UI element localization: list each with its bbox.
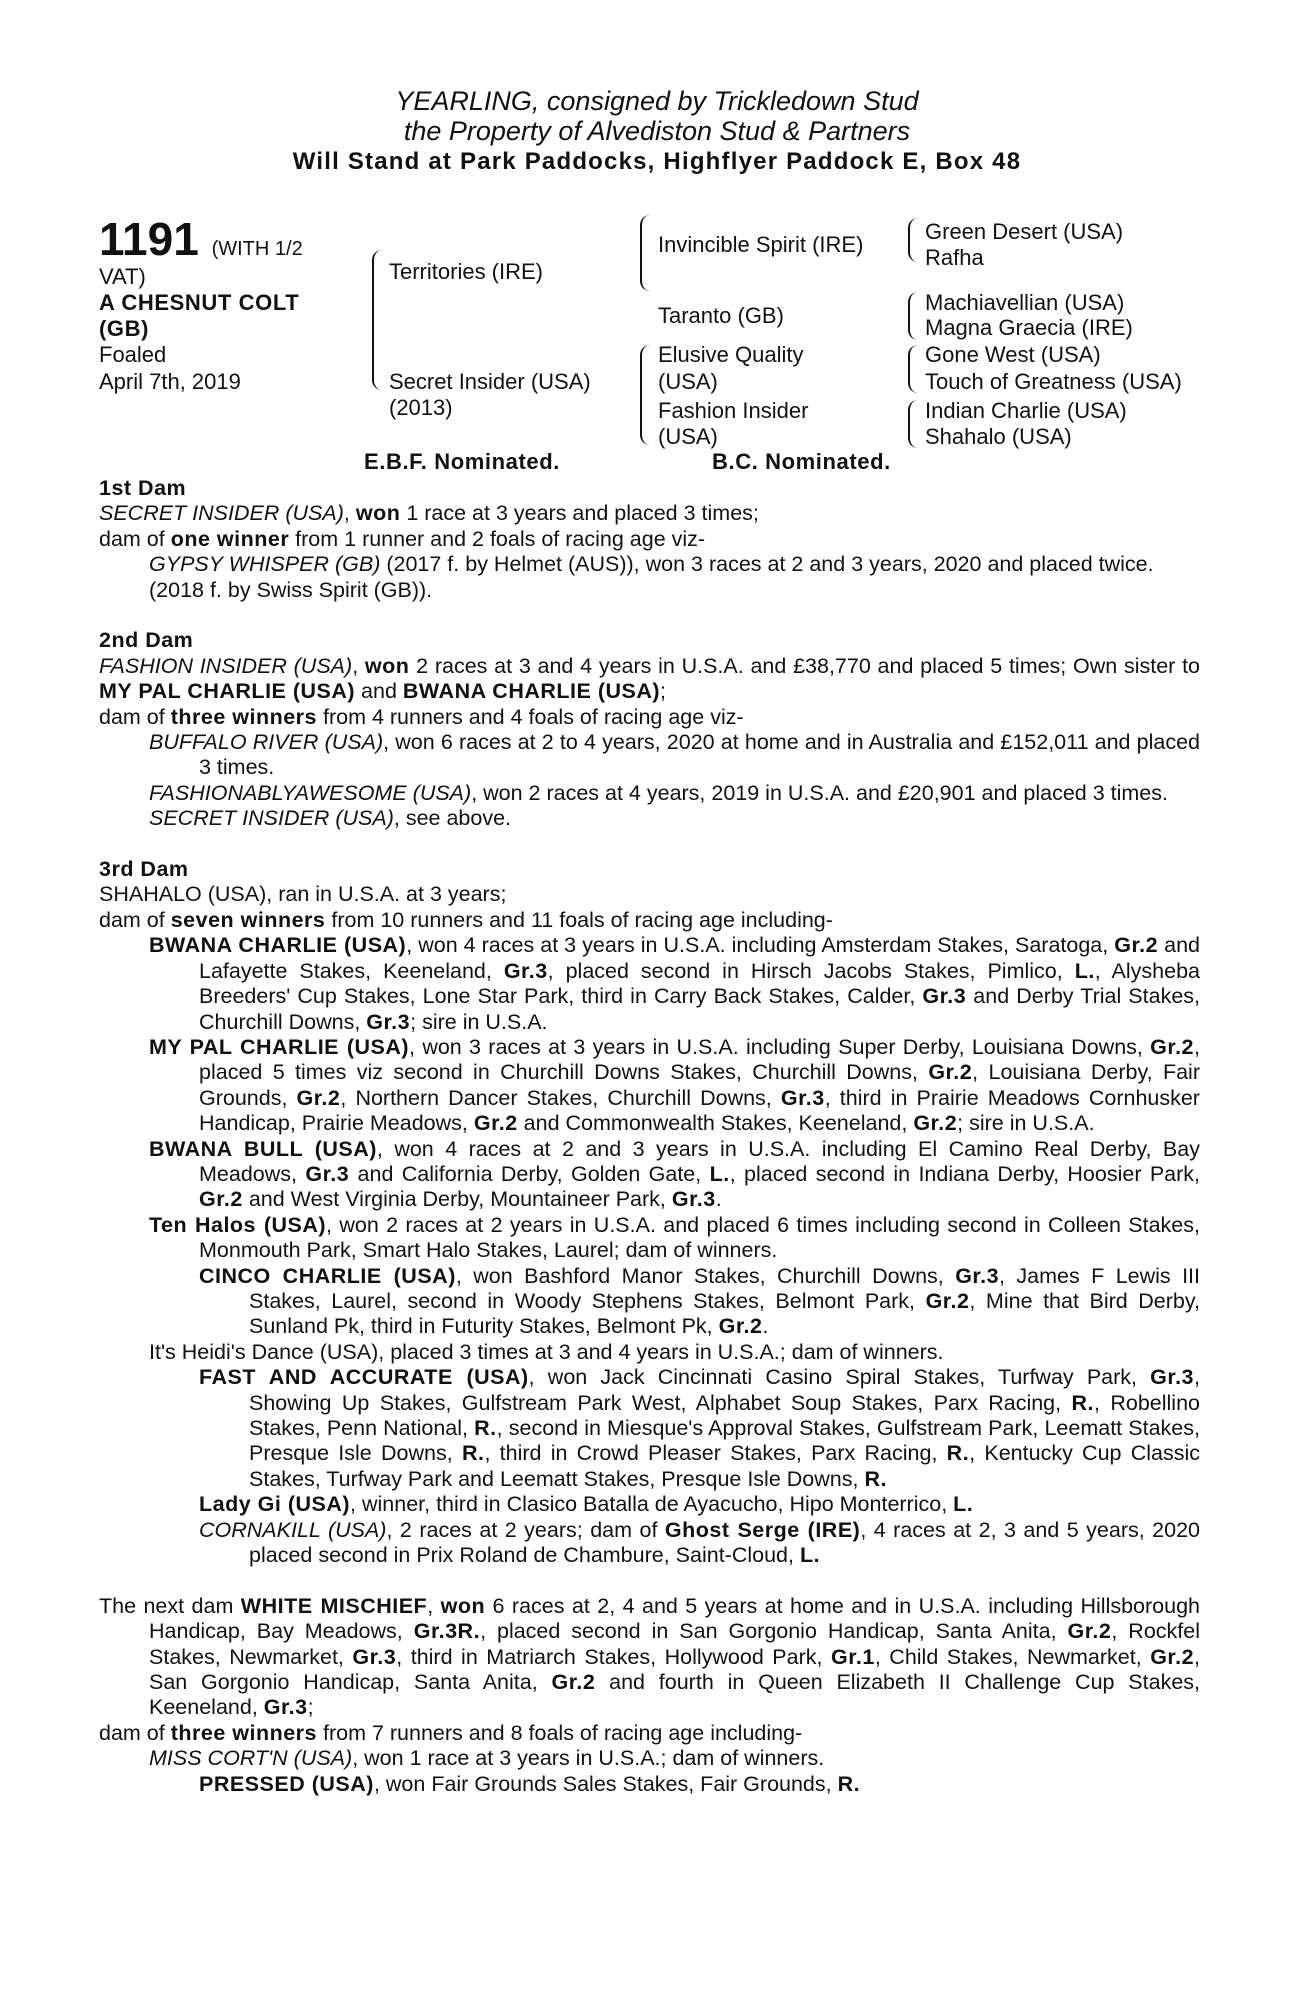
text-run: and California Derby, Golden Gate, (349, 1161, 710, 1186)
text-run: and West Virginia Derby, Mountaineer Park, (242, 1187, 672, 1212)
lot-number-block (99, 212, 303, 266)
text-run: , (352, 653, 365, 678)
spacer (99, 832, 1200, 857)
pedigree-brace (908, 292, 918, 340)
text-run: and fourth in Queen Elizabeth II Challenge Cup Stakes, Keeneland, (149, 1670, 1200, 1720)
text-run: It's Heidi's Dance (USA), placed 3 times at 3 and 4 years in U.S.A.; dam of winners. (149, 1339, 944, 1364)
text-run: Ten Halos (USA) (149, 1212, 327, 1237)
text-run: . (715, 1187, 722, 1212)
text-run: Gr.3 (922, 984, 967, 1009)
dam-year: (2013) (389, 395, 453, 420)
sire-sire-sire: Green Desert (USA) (925, 219, 1124, 244)
pedigree-brace (908, 345, 918, 393)
text-run: SECRET INSIDER (USA) (149, 806, 394, 831)
text-run: . (762, 1314, 769, 1339)
text-run: Gr.3 (305, 1161, 350, 1186)
text-run: SHAHALO (USA), ran in U.S.A. at 3 years; (99, 882, 507, 907)
text-run: , Louisiana Derby, Fair Grounds, (199, 1060, 1200, 1110)
text-run: Gr.2 (928, 1060, 973, 1085)
dam-sire: Elusive Quality (658, 342, 804, 367)
vat-note: (WITH 1/2 (211, 238, 303, 260)
text-run: three winners (170, 1720, 317, 1745)
header-location: Will Stand at Park Paddocks, Highflyer Paddock E, Box 48 (292, 148, 1022, 175)
text-run: , Showing Up Stakes, Gulfstream Park West, Alphabet Soup Stakes, Parx Racing, (249, 1365, 1200, 1415)
paragraph (99, 1365, 1200, 1492)
text-run: L. (709, 1161, 730, 1186)
text-run: won (355, 501, 401, 526)
text-run: BUFFALO RIVER (USA) (149, 730, 384, 755)
ebf-nominated: E.B.F. Nominated. (364, 449, 560, 474)
pedigree-brace (908, 218, 918, 262)
dam-sire-dam: Touch of Greatness (USA) (925, 369, 1182, 394)
paragraph (99, 476, 1200, 501)
paragraph (99, 1746, 1200, 1771)
paragraph (99, 1340, 1200, 1365)
text-run: Gr.2 (1114, 933, 1159, 958)
paragraph (99, 1213, 1200, 1264)
text-run: and Commonwealth Stakes, Keeneland, (517, 1111, 914, 1136)
text-run: , Mine that Bird Derby, Sunland Pk, third in Futurity Stakes, Belmont Pk, (249, 1288, 1200, 1339)
text-run: MY PAL CHARLIE (USA) (99, 679, 356, 704)
paragraph (99, 501, 1200, 526)
text-run: , third in Matriarch Stakes, Hollywood Park, (396, 1644, 831, 1669)
text-run: (2017 f. by Helmet (AUS)), won 3 races at 2 and 3 years, 2020 and placed twice. (380, 552, 1154, 577)
text-run: Gr.2 (718, 1314, 763, 1339)
text-run: L. (799, 1543, 821, 1568)
text-run: one winner (170, 526, 290, 551)
text-run: , won Bashford Manor Stakes, Churchill Downs, (455, 1263, 956, 1288)
text-run: , Kentucky Cup Classic Stakes, Turfway Park and Leematt Stakes, Presque Isle Downs, (249, 1441, 1201, 1491)
text-run: The next dam (99, 1593, 241, 1618)
text-run: won (440, 1593, 486, 1618)
pedigree-brace (640, 215, 650, 291)
text-run: , second in Miesque's Approval Stakes, Gulfstream Park, Leematt Stakes, Presque Isle Downs, (249, 1416, 1200, 1466)
text-run: 6 races at 2, 4 and 5 years at home and in U.S.A. including Hillsborough Handicap, Bay Meadows, (149, 1593, 1200, 1644)
text-run: ; (660, 679, 667, 704)
paragraph (99, 1137, 1200, 1213)
text-run: R. (461, 1441, 485, 1466)
text-run: L. (953, 1492, 974, 1517)
text-run: and Derby Trial Stakes, Churchill Downs, (199, 984, 1200, 1034)
text-run: , placed second in Indiana Derby, Hoosier Park, (729, 1161, 1200, 1186)
text-run: , placed second in San Gorgonio Handicap, Santa Anita, (480, 1619, 1068, 1644)
paragraph (99, 1772, 1200, 1797)
paragraph (99, 1264, 1200, 1340)
text-run: from 1 runner and 2 foals of racing age viz- (289, 526, 706, 551)
pedigree-brace (372, 250, 382, 390)
text-run: Gr.2 (1150, 1034, 1195, 1059)
paragraph (99, 1492, 1200, 1517)
text-run: and Lafayette Stakes, Keeneland, (199, 933, 1200, 983)
text-run: Gr.3R. (413, 1619, 481, 1644)
paragraph (99, 705, 1200, 730)
text-run: , won 4 races at 2 and 3 years in U.S.A. including El Camino Real Derby, Bay Meadows, (199, 1136, 1200, 1186)
paragraph (99, 1035, 1200, 1137)
text-run: , see above. (393, 806, 512, 831)
lot-description: A CHESNUT COLT (99, 290, 300, 315)
text-run: SECRET INSIDER (USA) (99, 501, 344, 526)
paragraph (99, 654, 1200, 705)
text-run: dam of (99, 907, 171, 932)
foaled-date: April 7th, 2019 (99, 369, 241, 394)
text-run: , Alysheba Breeders' Cup Stakes, Lone Star Park, third in Carry Back Stakes, Calder, (199, 958, 1200, 1009)
text-run: Gr.1 (830, 1644, 875, 1669)
paragraph (99, 552, 1200, 577)
paragraph (99, 1721, 1200, 1746)
text-run: , placed 5 times viz second in Churchill Downs Stakes, Churchill Downs, (199, 1034, 1200, 1085)
text-run: Ghost Serge (IRE) (664, 1517, 861, 1542)
lot-description-country: (GB) (99, 316, 150, 341)
text-run: CINCO CHARLIE (USA) (199, 1263, 456, 1288)
dam-dam-dam: Shahalo (USA) (925, 424, 1072, 449)
header-consignor: YEARLING, consigned by Trickledown Stud (395, 86, 919, 116)
text-run: from 4 runners and 4 foals of racing age viz- (317, 704, 744, 729)
text-run: Gr.3 (366, 1009, 411, 1034)
bc-nominated: B.C. Nominated. (712, 449, 891, 474)
text-run: ; sire in U.S.A. (957, 1111, 1095, 1136)
text-run: Gr.2 (1067, 1619, 1112, 1644)
dam-sire-sire: Gone West (USA) (925, 342, 1101, 367)
text-run: Gr.3 (352, 1644, 397, 1669)
text-run: , won 3 races at 3 years in U.S.A. including Super Derby, Louisiana Downs, (409, 1034, 1151, 1059)
text-run: ; sire in U.S.A. (410, 1009, 548, 1034)
text-run: , Robellino Stakes, Penn National, (249, 1390, 1200, 1440)
paragraph (99, 806, 1200, 831)
text-run: , Child Stakes, Newmarket, (874, 1644, 1151, 1669)
text-run: , third in Crowd Pleaser Stakes, Parx Racing, (484, 1441, 947, 1466)
vat-note-cont: VAT) (99, 264, 146, 289)
text-run: three winners (170, 704, 317, 729)
text-run: Gr.2 (925, 1288, 970, 1313)
text-run: , (427, 1593, 441, 1618)
text-run: L. (1074, 958, 1095, 983)
text-run: , won Jack Cincinnati Casino Spiral Stakes, Turfway Park, (528, 1365, 1151, 1390)
text-run: , won 1 race at 3 years in U.S.A.; dam of winners. (352, 1746, 825, 1771)
text-run: FAST AND ACCURATE (USA) (199, 1365, 529, 1390)
dam-dam: Fashion Insider (658, 398, 809, 423)
text-run: R. (1071, 1390, 1094, 1415)
text-run: BWANA CHARLIE (USA) (149, 933, 407, 958)
pedigree-brace (908, 400, 918, 448)
text-run: 1 race at 3 years and placed 3 times; (400, 501, 759, 526)
text-run: PRESSED (USA) (199, 1771, 374, 1796)
pedigree-brace (640, 345, 650, 445)
sire-dam-sire: Machiavellian (USA) (925, 290, 1125, 315)
text-run: , placed second in Hirsch Jacobs Stakes, Pimlico, (547, 958, 1075, 983)
sire-sire: Invincible Spirit (IRE) (658, 232, 864, 257)
text-run: and (355, 679, 403, 704)
text-run: Gr.3 (780, 1085, 825, 1110)
foaled-label: Foaled (99, 342, 167, 367)
paragraph (99, 628, 1200, 653)
text-run: Gr.3 (263, 1695, 308, 1720)
text-run: Gr.2 (199, 1187, 243, 1212)
text-run: , James F Lewis III Stakes, Laurel, second in Woody Stephens Stakes, Belmont Park, (249, 1263, 1200, 1313)
dam-sire-country: (USA) (658, 369, 718, 394)
text-run: dam of (99, 1720, 171, 1745)
text-run: Gr.3 (955, 1263, 1000, 1288)
text-run: Gr.3 (503, 958, 548, 983)
catalogue-body (99, 476, 1200, 1797)
text-run: Gr.2 (913, 1111, 958, 1136)
text-run: R. (864, 1466, 887, 1491)
text-run: , Northern Dancer Stakes, Churchill Downs, (340, 1085, 781, 1110)
paragraph (99, 908, 1200, 933)
text-run: from 7 runners and 8 foals of racing age including- (317, 1720, 803, 1745)
text-run: 3rd Dam (99, 857, 189, 882)
text-run: seven winners (170, 907, 326, 932)
spacer (99, 1568, 1200, 1593)
paragraph (99, 578, 1200, 603)
sire: Territories (IRE) (389, 259, 544, 284)
text-run: dam of (99, 526, 171, 551)
text-run: Gr.2 (1150, 1644, 1195, 1669)
sire-dam-dam: Magna Graecia (IRE) (925, 315, 1133, 340)
text-run: FASHION INSIDER (USA) (99, 653, 353, 678)
text-run: FASHIONABLYAWESOME (USA) (149, 780, 472, 805)
text-run: MISS CORT'N (USA) (149, 1746, 353, 1771)
text-run: R. (474, 1416, 497, 1440)
dam-dam-sire: Indian Charlie (USA) (925, 398, 1127, 423)
text-run: 2nd Dam (99, 628, 194, 653)
paragraph (99, 882, 1200, 907)
text-run: , Rockfel Stakes, Newmarket, (149, 1619, 1200, 1669)
text-run: MY PAL CHARLIE (USA) (149, 1034, 410, 1059)
paragraph (99, 781, 1200, 806)
text-run: R. (837, 1771, 861, 1796)
text-run: , 4 races at 2, 3 and 5 years, 2020 placed second in Prix Roland de Chambure, Saint-Cloud, (249, 1517, 1201, 1568)
dam-dam-country: (USA) (658, 424, 718, 449)
paragraph (99, 1594, 1200, 1721)
text-run: from 10 runners and 11 foals of racing age including- (325, 907, 833, 932)
text-run: , won 6 races at 2 to 4 years, 2020 at home and in Australia and £152,011 and placed 3 times. (199, 730, 1200, 780)
text-run: WHITE MISCHIEF (240, 1593, 428, 1618)
text-run: (2018 f. by Swiss Spirit (GB)). (149, 577, 433, 602)
paragraph (99, 730, 1200, 781)
paragraph (99, 857, 1200, 882)
header-property: the Property of Alvediston Stud & Partners (403, 116, 911, 146)
text-run: dam of (99, 704, 171, 729)
text-run: ; (307, 1695, 314, 1720)
text-run: GYPSY WHISPER (GB) (149, 552, 381, 577)
text-run: , won 4 races at 3 years in U.S.A. including Amsterdam Stakes, Saratoga, (406, 933, 1115, 958)
text-run: BWANA BULL (USA) (149, 1136, 377, 1161)
text-run: Lady Gi (USA) (199, 1492, 351, 1517)
text-run: , won Fair Grounds Sales Stakes, Fair Grounds, (373, 1771, 838, 1796)
paragraph (99, 933, 1200, 1035)
text-run: BWANA CHARLIE (USA) (402, 679, 661, 704)
dam: Secret Insider (USA) (389, 369, 591, 394)
text-run: Gr.3 (671, 1187, 716, 1212)
text-run: R. (946, 1441, 970, 1466)
text-run: Gr.2 (551, 1670, 596, 1695)
paragraph (99, 527, 1200, 552)
text-run: , won 2 races at 4 years, 2019 in U.S.A. and £20,901 and placed 3 times. (471, 780, 1168, 805)
text-run: , 2 races at 2 years; dam of (386, 1517, 665, 1542)
text-run: won (364, 653, 410, 678)
text-run: Gr.2 (473, 1111, 518, 1136)
text-run: , San Gorgonio Handicap, Santa Anita, (149, 1644, 1201, 1695)
text-run: Gr.3 (1150, 1365, 1195, 1390)
text-run: 1st Dam (99, 476, 187, 500)
text-run: Gr.2 (296, 1085, 341, 1110)
sire-dam: Taranto (GB) (658, 303, 784, 328)
lot-number: 1191 (99, 213, 199, 265)
spacer (99, 603, 1200, 628)
text-run: , won 2 races at 2 years in U.S.A. and placed 6 times including second in Colleen Stakes, Monmouth Park, Smart Halo Stakes, Laurel; dam of winners. (199, 1212, 1200, 1263)
sire-sire-dam: Rafha (925, 245, 984, 270)
paragraph (99, 1518, 1200, 1569)
text-run: CORNAKILL (USA) (199, 1517, 387, 1542)
text-run: , winner, third in Clasico Batalla de Ayacucho, Hipo Monterrico, (350, 1492, 954, 1517)
text-run: , (343, 501, 356, 526)
text-run: , third in Prairie Meadows Cornhusker Handicap, Prairie Meadows, (199, 1085, 1200, 1136)
text-run: 2 races at 3 and 4 years in U.S.A. and £38,770 and placed 5 times; Own sister to (409, 653, 1200, 678)
